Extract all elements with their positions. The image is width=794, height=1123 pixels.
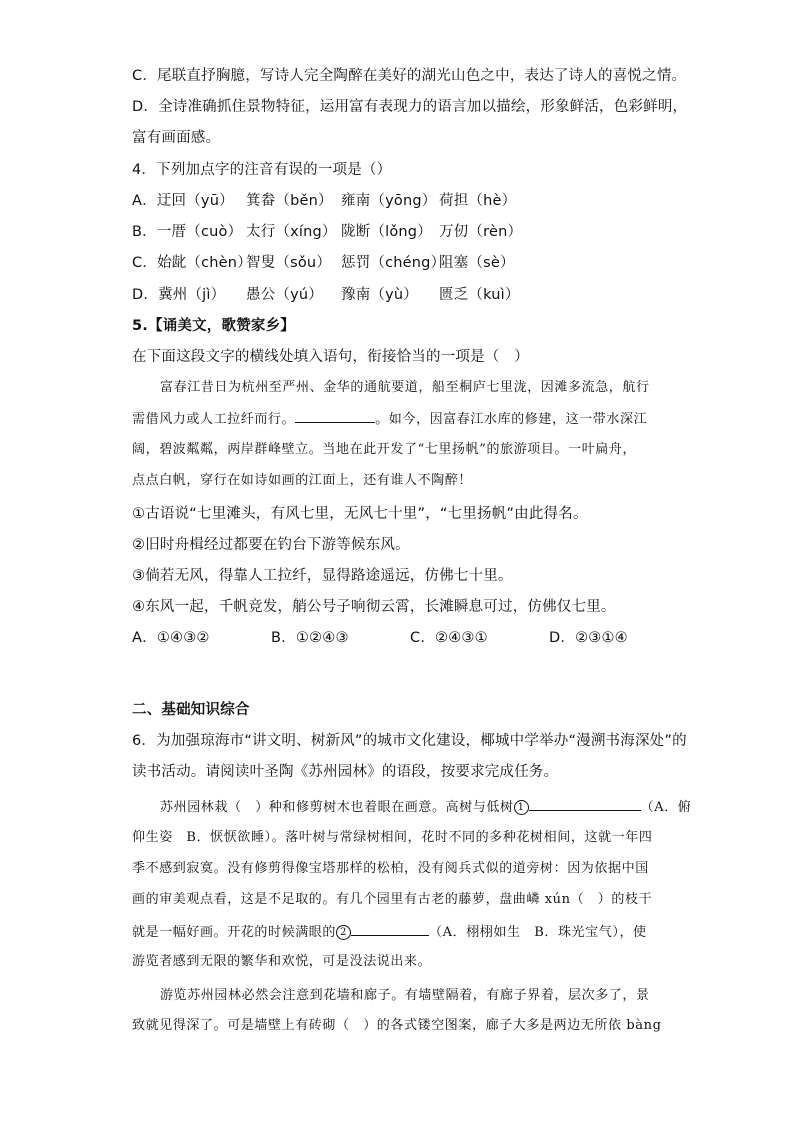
q5-sentence-4: ④东风一起，千帆竞发，艄公号子响彻云霄，长滩瞬息可过，仿佛仅七里。 xyxy=(132,599,616,615)
q6-p1-5c: （A．栩栩如生 B．珠光宝气），使 xyxy=(429,925,647,940)
q6-passage-line-2: 仰生姿 B．恹恹欲睡）。落叶树与常绿树相间，花时不同的多种花树相间，这就一年四 xyxy=(132,830,653,845)
q6-stem-line-2: 读书活动。请阅读叶圣陶《苏州园林》的语段，按要求完成任务。 xyxy=(132,764,559,780)
q4-option-b xyxy=(132,222,522,242)
q4-a-2: 箕畚（běn） xyxy=(246,193,333,209)
q4-d-3: 豫南（yù） xyxy=(341,287,418,303)
q4-option-c xyxy=(132,253,515,273)
q5-sentence-3: ③倘若无风，得靠人工拉纤，显得路途遥远，仿佛七十里。 xyxy=(132,568,513,584)
q4-c-3: 惩罚（chéng） xyxy=(341,255,446,271)
q4-c-2: 智叟（sǒu） xyxy=(246,255,332,271)
q5-choice-c: C．②④③① xyxy=(410,630,488,646)
section-heading: 二、基础知识综合 xyxy=(132,702,250,718)
q5-fill-blank xyxy=(295,408,375,423)
q6-p1-1c: （A．俯 xyxy=(640,800,692,815)
q6-passage-line-4: 画的审美观点看，这是不足取的。有几个园里有古老的藤萝，盘曲嶙 xún（ ）的枝干 xyxy=(132,892,653,907)
q6-passage-line-1 xyxy=(160,796,691,818)
q4-c-1: C．始龀（chèn） xyxy=(132,255,252,271)
q5-passage-line-1: 富春江昔日为杭州至严州、金华的通航要道，船至桐庐七里泷，因滩多流急，航行 xyxy=(160,380,650,395)
q6-p1-1a: 苏州园林栽（ ）种和修剪树木也着眼在画意。高树与低树 xyxy=(160,800,514,815)
q6-passage-line-7: 游览苏州园林必然会注意到花墙和廊子。有墙壁隔着，有廊子界着，层次多了，景 xyxy=(160,988,650,1003)
q5-choices xyxy=(132,628,628,648)
q4-a-3: 雍南（yōng） xyxy=(341,193,437,209)
q6-passage-line-3: 季不感到寂寞。没有修剪得像宝塔那样的松柏，没有阅兵式似的道旁树：因为依据中国 xyxy=(132,861,649,876)
q5-passage-2b: 。如今，因富春江水库的修建，这一带水深江 xyxy=(375,412,648,427)
q5-choice-a: A．①④③② xyxy=(132,630,210,646)
q6-passage-line-5 xyxy=(132,921,647,943)
q6-passage-line-6: 游览者感到无限的繁华和欢悦，可是没法说出来。 xyxy=(132,954,432,969)
q5-passage-2a: 需借风力或人工拉纤而行。 xyxy=(132,412,296,427)
q5-choice-b: B．①②④③ xyxy=(271,630,349,646)
q4-stem: 4．下列加点字的注音有误的一项是（） xyxy=(132,162,392,178)
q6-fill-blank-1 xyxy=(529,796,641,811)
q5-sentence-2: ②旧时舟楫经过都要在钓台下游等候东风。 xyxy=(132,537,410,553)
q5-instruction: 在下面这段文字的横线处填入语句，衔接恰当的一项是（ ） xyxy=(132,349,529,365)
q4-a-1: A．迂回（yū） xyxy=(132,193,234,209)
q6-stem-line-1: 6．为加强琼海市“讲文明、树新风”的城市文化建设，椰城中学举办“漫溯书海深处”的 xyxy=(132,733,687,749)
q5-sentence-1: ①古语说“七里滩头，有风七里，无风七十里”，“七里扬帆”由此得名。 xyxy=(132,506,588,522)
q6-p1-5a: 就是一幅好画。开花的时候满眼的 xyxy=(132,925,337,940)
q5-choice-d: D．②③①④ xyxy=(549,630,628,646)
q3-option-c: C．尾联直抒胸臆，写诗人完全陶醉在美好的湖光山色之中，表达了诗人的喜悦之情。 xyxy=(132,68,687,84)
blank-2-marker: 2 xyxy=(336,925,351,940)
q4-d-2: 愚公（yú） xyxy=(246,287,323,303)
q4-d-1: D．冀州（jì） xyxy=(132,287,226,303)
q6-fill-blank-2 xyxy=(351,921,429,936)
q4-option-d xyxy=(132,285,520,305)
q5-passage-line-4: 点点白帆，穿行在如诗如画的江面上，还有谁人不陶醉！ xyxy=(132,473,473,488)
q3-option-d: D．全诗准确抓住景物特征，运用富有表现力的语言加以描绘，形象鲜活，色彩鲜明， xyxy=(132,99,688,115)
q6-passage-line-8: 致就见得深了。可是墙壁上有砖砌（ ）的各式镂空图案，廊子大多是两边无所依 bàng xyxy=(132,1018,662,1033)
q5-heading: 5.【诵美文，歌赞家乡】 xyxy=(132,318,295,334)
q4-b-3: 陇断（lǒng） xyxy=(341,224,432,240)
q4-b-2: 太行（xíng） xyxy=(246,224,337,240)
q4-c-4: 阻塞（sè） xyxy=(439,255,515,271)
q4-b-4: 万仞（rèn） xyxy=(439,224,523,240)
q3-option-d-continued: 富有画面感。 xyxy=(132,130,221,146)
q5-passage-line-3: 阔，碧波粼粼，两岸群峰壁立。当地在此开发了“七里扬帆”的旅游项目。一叶扁舟， xyxy=(132,442,637,457)
q5-passage-line-2 xyxy=(132,408,647,430)
q4-d-4: 匮乏（kuì） xyxy=(439,287,520,303)
blank-1-marker: 1 xyxy=(514,800,529,815)
q4-option-a xyxy=(132,191,516,211)
q4-b-1: B．一厝（cuò） xyxy=(132,224,243,240)
q4-a-4: 荷担（hè） xyxy=(439,193,517,209)
